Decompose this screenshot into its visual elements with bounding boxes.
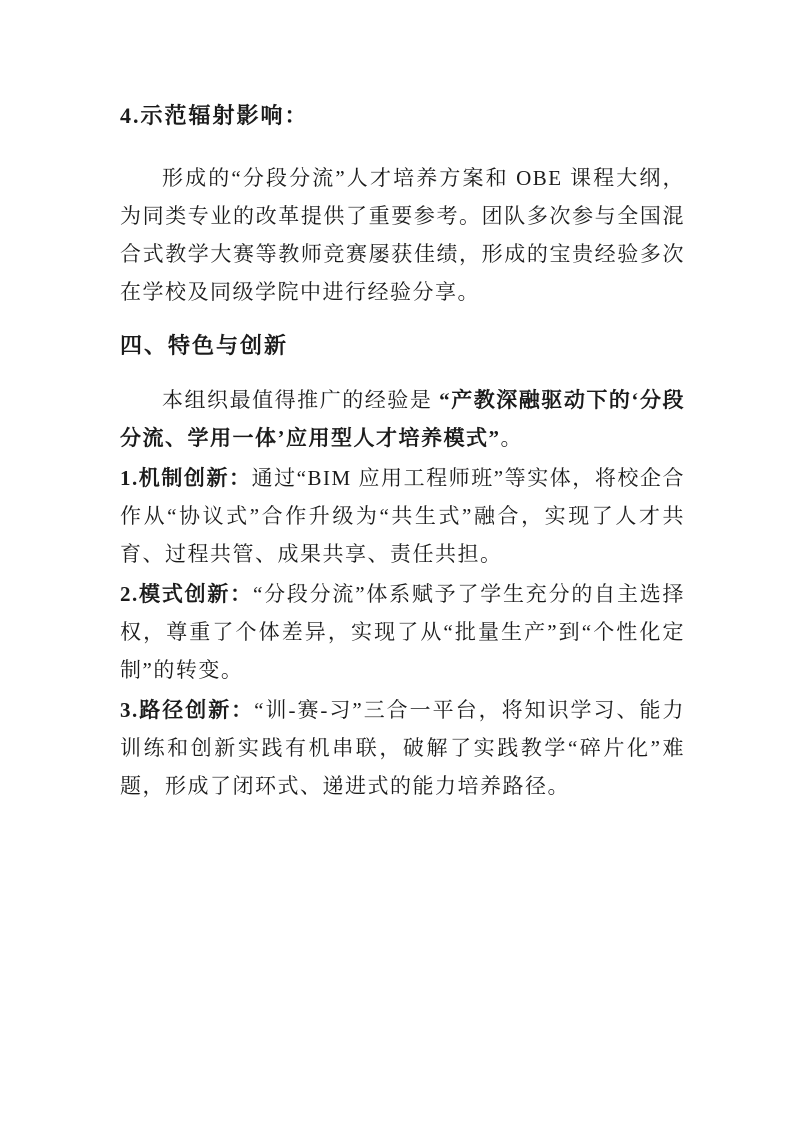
item-mechanism-innovation <box>120 459 685 573</box>
paragraph-promotable-experience <box>120 381 685 457</box>
paragraph-demonstration-impact: 形成的“分段分流”人才培养方案和 OBE 课程大纲，为同类专业的改革提供了重要参考。团队多次参与全国混合式教学大赛等教师竞赛屡获佳绩，形成的宝贵经验多次在学校及同级学院中进行经验分享。 <box>120 166 685 304</box>
experience-text-bold-quote: “产教深融驱动下的‘分段分流、学用一体’应用型人才培养模式” <box>120 388 685 450</box>
item-model-innovation <box>120 575 685 689</box>
experience-text-tail: 。 <box>500 426 523 450</box>
item-model-label: 2.模式创新： <box>120 582 253 606</box>
item-mechanism-label: 1.机制创新： <box>120 466 252 490</box>
section-heading-features-innovation: 四、特色与创新 <box>120 333 289 358</box>
item-path-innovation <box>120 691 685 805</box>
item-mechanism-text: 通过“BIM 应用工程师班”等实体，将校企合作从“协议式”合作升级为“共生式”融合，实现了人才共育、过程共管、成果共享、责任共担。 <box>120 466 686 566</box>
section-heading-demonstration-impact: 4.示范辐射影响： <box>120 103 309 128</box>
item-path-text: “训-赛-习”三合一平台，将知识学习、能力训练和创新实践有机串联，破解了实践教学“碎片化”难题，形成了闭环式、递进式的能力培养路径。 <box>120 698 685 798</box>
item-model-text: “分段分流”体系赋予了学生充分的自主选择权，尊重了个体差异，实现了从“批量生产”到“个性化定制”的转变。 <box>120 582 686 682</box>
experience-text-normal: 本组织最值得推广的经验是 <box>162 388 440 412</box>
item-path-label: 3.路径创新： <box>120 698 255 722</box>
